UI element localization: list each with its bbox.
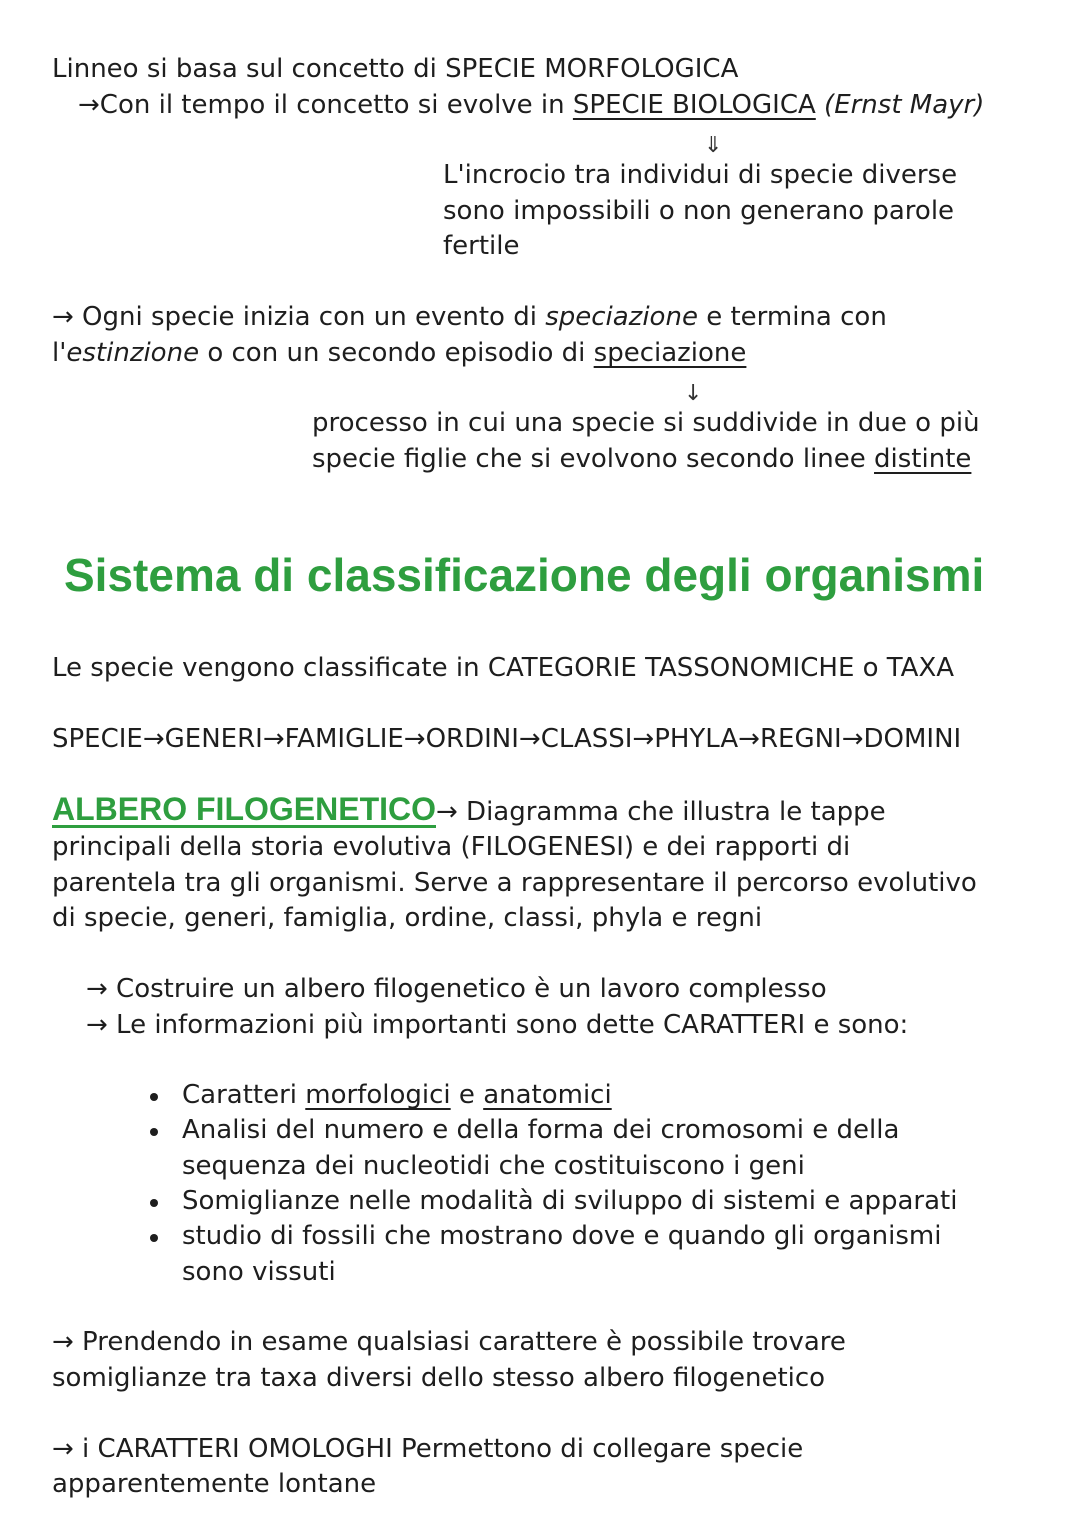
italic-term: speciazione [545,302,698,332]
double-arrow-down-icon: ⇓ [704,133,723,158]
definition-line: processo in cui una specie si suddivide in due o più [312,408,980,438]
text-span: e termina con [697,302,887,332]
text-line [52,300,887,335]
list-item-continuation: sequenza dei nucleotidi che costituiscono i geni [182,1151,805,1181]
definition-line: sono impossibili o non generano parole [443,196,955,226]
text-span: l' [52,338,67,368]
text-span: o con un secondo episodio di [199,338,594,368]
text-span: →Con il tempo il concetto si evolve in [78,90,573,120]
text-line: somiglianze tra taxa diversi dello stesso albero filogenetico [52,1363,826,1393]
text-line: → Prendendo in esame qualsiasi carattere è possibile trovare [52,1327,846,1357]
taxa-sequence: SPECIE→GENERI→FAMIGLIE→ORDINI→CLASSI→PHYLA→REGNI→DOMINI [52,724,962,754]
text-line: principali della storia evolutiva (FILOGENESI) e dei rapporti di [52,832,851,862]
list-item-continuation: sono vissuti [182,1257,336,1287]
list-item [182,1078,612,1113]
underlined-term: distinte [874,444,972,474]
arrow-list-item: → Le informazioni più importanti sono dette CARATTERI e sono: [86,1010,909,1040]
text-line: parentela tra gli organismi. Serve a rappresentare il percorso evolutivo [52,868,977,898]
text-line [52,792,886,830]
bullet-dot-icon [150,1128,158,1136]
underlined-term: speciazione [593,338,747,368]
list-item: Somiglianze nelle modalità di sviluppo di sistemi e apparati [182,1186,958,1216]
bullet-dot-icon [150,1093,158,1101]
definition-line: fertile [443,231,520,261]
arrow-down-icon: ↓ [684,381,703,406]
italic-term: estinzione [66,338,200,368]
text-line: Linneo si basa sul concetto di SPECIE MORFOLOGICA [52,54,739,84]
definition-line [312,442,971,477]
text-span: → Diagramma che illustra le tappe [436,797,886,827]
author-name: (Ernst Mayr) [824,90,985,120]
bullet-dot-icon [150,1199,158,1207]
text-span: Caratteri [182,1080,306,1110]
text-line: apparentemente lontane [52,1469,377,1499]
definition-line: L'incrocio tra individui di specie diverse [443,160,958,190]
text-line [52,336,746,371]
text-span: e [450,1080,484,1110]
text-line: Le specie vengono classificate in CATEGORIE TASSONOMICHE o TAXA [52,653,955,683]
text-span: specie figlie che si evolvono secondo linee [312,444,875,474]
arrow-list-item: → Costruire un albero filogenetico è un lavoro complesso [86,974,827,1004]
bullet-dot-icon [150,1234,158,1242]
list-item: studio di fossili che mostrano dove e quando gli organismi [182,1221,942,1251]
underlined-term: morfologici [305,1080,451,1110]
text-line: di specie, generi, famiglia, ordine, classi, phyla e regni [52,903,763,933]
text-line [78,88,984,123]
list-item: Analisi del numero e della forma dei cromosomi e della [182,1115,900,1145]
albero-heading: ALBERO FILOGENETICO [52,791,436,827]
section-title: Sistema di classificazione degli organismi [64,549,985,601]
text-span: → Ogni specie inizia con un evento di [52,302,546,332]
underlined-term: anatomici [483,1080,612,1110]
underlined-term: SPECIE BIOLOGICA [572,90,816,120]
text-line: → i CARATTERI OMOLOGHI Permettono di collegare specie [52,1434,804,1464]
